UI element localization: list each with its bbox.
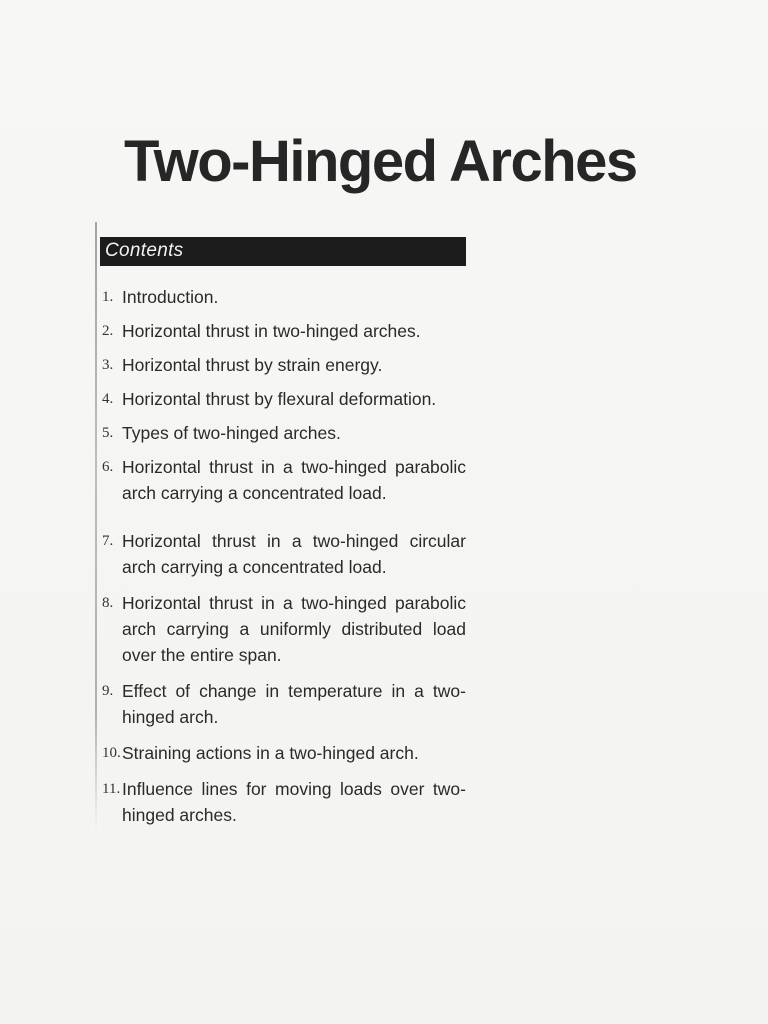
contents-item	[100, 420, 466, 446]
contents-item-text: Influence lines for moving loads over two-hinged arches.	[122, 779, 466, 825]
contents-item-number: 8.	[102, 595, 114, 611]
contents-item-text: Horizontal thrust in a two-hinged circular arch carrying a concentrated load.	[122, 531, 466, 577]
contents-item-text: Horizontal thrust by strain energy.	[122, 355, 383, 375]
contents-item-number: 2.	[102, 323, 114, 339]
contents-item	[100, 678, 466, 730]
contents-header-bar	[100, 237, 466, 266]
contents-item-text: Horizontal thrust in a two-hinged parabolic arch carrying a uniformly distributed load over the entire span.	[122, 593, 466, 665]
contents-item	[100, 740, 466, 766]
contents-item-text: Horizontal thrust by flexural deformation.	[122, 389, 437, 409]
contents-item-number: 6.	[102, 459, 114, 475]
contents-item-number: 3.	[102, 357, 114, 373]
contents-item-text: Horizontal thrust in a two-hinged parabolic arch carrying a concentrated load.	[122, 457, 466, 503]
contents-item	[100, 386, 466, 412]
contents-item-number: 5.	[102, 425, 114, 441]
chapter-title: Two-Hinged Arches	[124, 129, 637, 194]
contents-item-number: 7.	[102, 533, 114, 549]
contents-item	[100, 284, 466, 310]
contents-item-number: 1.	[102, 289, 114, 305]
contents-item-number: 11.	[102, 781, 121, 797]
contents-item-text: Straining actions in a two-hinged arch.	[122, 743, 419, 763]
contents-item-text: Horizontal thrust in two-hinged arches.	[122, 321, 421, 341]
contents-item	[100, 776, 466, 828]
contents-item-number: 9.	[102, 683, 114, 699]
contents-item-number: 10.	[102, 745, 121, 761]
contents-item-text: Types of two-hinged arches.	[122, 423, 341, 443]
contents-item-number: 4.	[102, 391, 114, 407]
contents-item	[100, 318, 466, 344]
contents-item	[100, 352, 466, 378]
contents-item	[100, 528, 466, 580]
contents-list	[100, 278, 466, 828]
contents-item-text: Effect of change in temperature in a two-hinged arch.	[122, 681, 466, 727]
contents-item	[100, 454, 466, 506]
contents-item-text: Introduction.	[122, 287, 219, 307]
margin-rule	[95, 222, 97, 832]
contents-item	[100, 590, 466, 668]
contents-label: Contents	[105, 240, 184, 261]
